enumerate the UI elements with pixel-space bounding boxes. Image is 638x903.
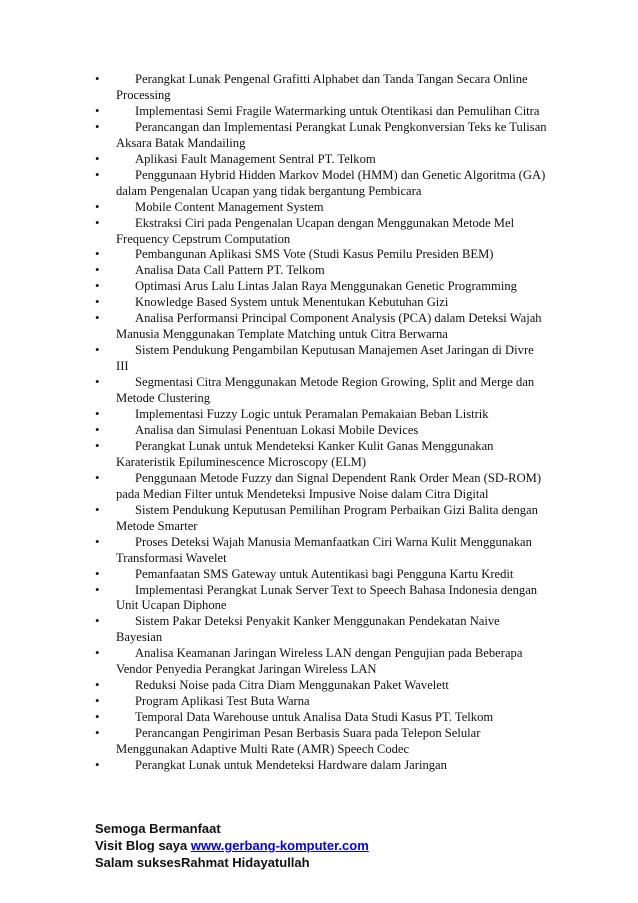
list-item-text: Aplikasi Fault Management Sentral PT. Telkom <box>135 151 376 166</box>
list-item <box>0 758 638 774</box>
list-item-text: Program Aplikasi Test Buta Warna <box>135 694 310 709</box>
list-item-text: Reduksi Noise pada Citra Diam Menggunakan Paket Wavelett <box>135 678 449 693</box>
bullet-icon: • <box>95 151 100 166</box>
list-item <box>0 247 638 263</box>
list-item-text: Ekstraksi Ciri pada Pengenalan Ucapan dengan Menggunakan Metode Mel Frequency Cepstrum Computation <box>116 215 515 246</box>
list-item-text: Implementasi Fuzzy Logic untuk Peramalan Pemakaian Beban Listrik <box>135 407 489 422</box>
list-item <box>0 72 638 104</box>
bullet-icon: • <box>95 678 100 693</box>
list-item <box>0 120 638 152</box>
list-item <box>0 295 638 311</box>
list-item-text: Penggunaan Metode Fuzzy dan Signal Dependent Rank Order Mean (SD-ROM) pada Median Filter untuk Mendeteksi Impusive Noise dalam Citra Digital <box>116 470 542 501</box>
list-item-text: Perancangan Pengiriman Pesan Berbasis Suara pada Telepon Selular Menggunakan Adaptive Multi Rate (AMR) Speech Codec <box>116 726 481 757</box>
bullet-icon: • <box>95 694 100 709</box>
bullet-icon: • <box>95 646 100 661</box>
list-item <box>0 343 638 375</box>
bullet-icon: • <box>95 582 100 597</box>
list-item <box>0 216 638 248</box>
list-item <box>0 646 638 678</box>
bullet-icon: • <box>95 279 100 294</box>
bullet-icon: • <box>95 247 100 262</box>
bullet-icon: • <box>95 438 100 453</box>
bullet-icon: • <box>95 534 100 549</box>
list-item <box>0 407 638 423</box>
list-item <box>0 439 638 471</box>
bullet-icon: • <box>95 502 100 517</box>
list-item <box>0 678 638 694</box>
bullet-icon: • <box>95 470 100 485</box>
list-item <box>0 471 638 503</box>
list-item <box>0 311 638 343</box>
list-item-text: Knowledge Based System untuk Menentukan Kebutuhan Gizi <box>135 295 449 310</box>
list-item-text: Analisa Data Call Pattern PT. Telkom <box>135 263 325 278</box>
list-item-text: Perancangan dan Implementasi Perangkat Lunak Pengkonversian Teks ke Tulisan Aksara Batak Mandailing <box>116 119 547 150</box>
list-item <box>0 104 638 120</box>
list-item-text: Sistem Pakar Deteksi Penyakit Kanker Menggunakan Pendekatan Naive Bayesian <box>116 614 500 645</box>
bullet-icon: • <box>95 103 100 118</box>
bullet-icon: • <box>95 167 100 182</box>
list-item-text: Analisa dan Simulasi Penentuan Lokasi Mobile Devices <box>135 422 419 437</box>
list-item-text: Implementasi Semi Fragile Watermarking untuk Otentikasi dan Pemulihan Citra <box>135 103 540 118</box>
visit-blog-line <box>95 837 615 854</box>
list-item <box>0 694 638 710</box>
list-item-text: Perangkat Lunak untuk Mendeteksi Kanker Kulit Ganas Menggunakan Karateristik Epiluminescence Microscopy (ELM) <box>116 438 494 469</box>
list-item-text: Pembangunan Aplikasi SMS Vote (Studi Kasus Pemilu Presiden BEM) <box>135 247 494 262</box>
bullet-icon: • <box>95 566 100 581</box>
bullet-icon: • <box>95 199 100 214</box>
list-item-text: Sistem Pendukung Pengambilan Keputusan Manajemen Aset Jaringan di Divre III <box>116 343 534 374</box>
list-item <box>0 567 638 583</box>
list-item-text: Segmentasi Citra Menggunakan Metode Region Growing, Split and Merge dan Metode Clustering <box>116 375 535 406</box>
bullet-icon: • <box>95 375 100 390</box>
list-item-text: Penggunaan Hybrid Hidden Markov Model (HMM) dan Genetic Algoritma (GA) dalam Pengenalan Ucapan yang tidak bergantung Pembicara <box>116 167 546 198</box>
list-item <box>0 710 638 726</box>
bullet-icon: • <box>95 295 100 310</box>
bullet-icon: • <box>95 119 100 134</box>
list-item <box>0 168 638 200</box>
bullet-icon: • <box>95 311 100 326</box>
list-item <box>0 375 638 407</box>
bullet-icon: • <box>95 757 100 772</box>
list-item-text: Pemanfaatan SMS Gateway untuk Autentikasi bagi Pengguna Kartu Kredit <box>135 566 514 581</box>
signature-line: Salam suksesRahmat Hidayatullah <box>95 855 310 870</box>
list-item <box>0 503 638 535</box>
blog-link[interactable]: www.gerbang-komputer.com <box>190 838 369 853</box>
visit-blog-prefix: Visit Blog saya <box>95 838 191 853</box>
bullet-icon: • <box>95 72 100 86</box>
list-item <box>0 535 638 567</box>
list-item <box>0 263 638 279</box>
list-item <box>0 583 638 615</box>
list-item-text: Optimasi Arus Lalu Lintas Jalan Raya Menggunakan Genetic Programming <box>135 279 517 294</box>
list-item-text: Implementasi Perangkat Lunak Server Text to Speech Bahasa Indonesia dengan Unit Ucapan Diphone <box>116 582 538 613</box>
list-item-text: Sistem Pendukung Keputusan Pemilihan Program Perbaikan Gizi Balita dengan Metode Smarter <box>116 502 538 533</box>
bullet-icon: • <box>95 614 100 629</box>
bullet-icon: • <box>95 407 100 422</box>
bullet-icon: • <box>95 726 100 741</box>
bullet-icon: • <box>95 215 100 230</box>
list-item <box>0 423 638 439</box>
closing-text: Semoga Bermanfaat <box>95 821 221 836</box>
list-item-text: Perangkat Lunak Pengenal Grafitti Alphabet dan Tanda Tangan Secara Online Processing <box>116 72 528 102</box>
list-item <box>0 726 638 758</box>
thesis-title-list <box>0 72 638 774</box>
bullet-icon: • <box>95 710 100 725</box>
list-item <box>0 614 638 646</box>
list-item-text: Perangkat Lunak untuk Mendeteksi Hardware dalam Jaringan <box>135 757 447 772</box>
list-item-text: Temporal Data Warehouse untuk Analisa Data Studi Kasus PT. Telkom <box>135 710 494 725</box>
bullet-icon: • <box>95 422 100 437</box>
bullet-icon: • <box>95 263 100 278</box>
footer <box>95 820 615 871</box>
list-item-text: Proses Deteksi Wajah Manusia Memanfaatkan Ciri Warna Kulit Menggunakan Transformasi Wavelet <box>116 534 532 565</box>
list-item-text: Analisa Keamanan Jaringan Wireless LAN dengan Pengujian pada Beberapa Vendor Penyedia Perangkat Jaringan Wireless LAN <box>116 646 523 677</box>
bullet-icon: • <box>95 343 100 358</box>
list-item <box>0 279 638 295</box>
list-item-text: Analisa Performansi Principal Component Analysis (PCA) dalam Deteksi Wajah Manusia Menggunakan Template Matching untuk Citra Berwarna <box>116 311 542 342</box>
list-item <box>0 200 638 216</box>
list-item <box>0 152 638 168</box>
list-item-text: Mobile Content Management System <box>135 199 324 214</box>
